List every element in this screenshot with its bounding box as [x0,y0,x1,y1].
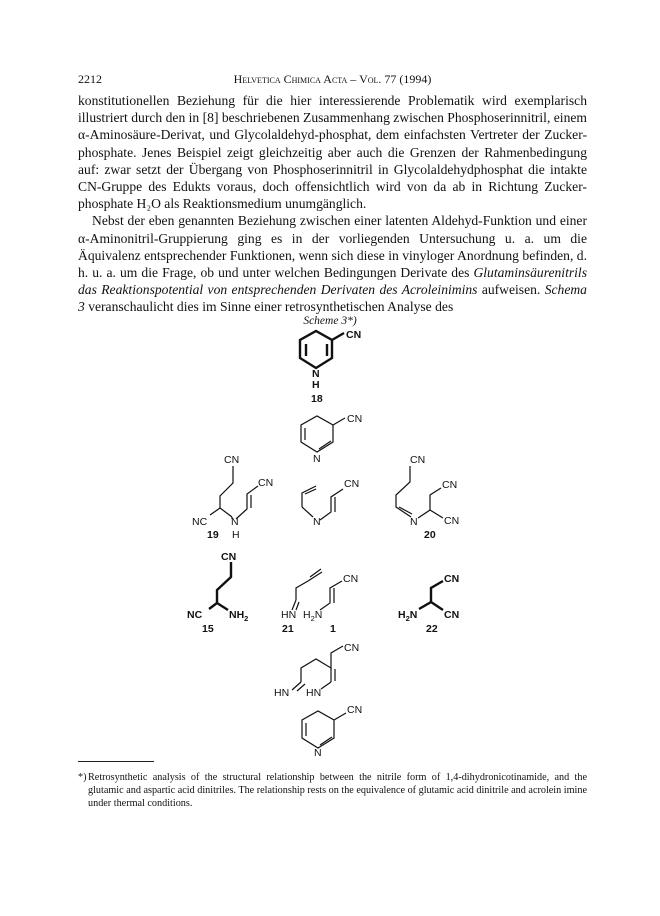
compound-number-19: 19 [207,529,219,541]
h-label: H [232,529,240,541]
footnote-text: Retrosynthetic analysis of the structural relationship between the nitrile form of 1,4-dihydronicotinamide, and the glutamic and aspartic acid dinitriles. The relationship rests on the equivalence of glutamic acid dinitrile and acrolein imine under thermal conditions. [88,772,587,809]
cn-label: CN [343,573,359,585]
n-label: N [231,516,239,528]
scheme-title: Scheme 3*) [303,315,357,327]
structure-dihydropyridine-2 [302,704,362,759]
cn-label: CN [346,329,362,341]
cn-label: CN [410,454,426,466]
structure-18 [300,329,361,405]
n-label: N [314,747,322,759]
h-label: H [312,379,320,391]
n-label: N [313,516,321,528]
hn-label: HN [306,687,322,699]
paragraph-2-text-a: Nebst der eben genannten Beziehung zwischen einer latenten Aldehyd-Funktion und einer α-Aminonitril-Gruppierung ging es in der vorliegenden Untersuchung u. a. um die Äquivalenz entsprechender Funktionen, wenn sich diese in vinyloger Anordnung befinden, d. h. u. a. um die Frage, ob und unter welchen Bedingungen Derivate des [78,213,587,281]
structure-open-chain-middle [302,478,359,528]
compound-number-20: 20 [424,529,436,541]
compound-number-1: 1 [330,623,336,635]
structure-15 [187,551,248,635]
cn-label: CN [347,413,363,425]
structure-bis-imine [274,642,359,699]
cn-label: CN [344,478,360,490]
cn-label: CN [224,454,240,466]
hn-label: HN [274,687,290,699]
n-label: N [312,368,320,380]
footnote [78,771,587,810]
scheme-reference: Schema 3 [78,282,587,315]
paragraph-2-text-b: aufweisen. [477,282,545,298]
compound-number-15: 15 [202,623,214,635]
structure-20 [396,454,459,541]
nc-label: NC [187,609,203,621]
footnote-mark: *) [78,772,87,783]
cn-label: CN [444,573,460,585]
paragraph-1: konstitutionellen Beziehung für die hier interessierende Problematik wird exemplarisch illustriert durch den in [8] beschriebenen Zusammenhang zwischen Phosphoserinnitril, einem α-Aminosäure-Derivat, und Glycolaldehyd-phosphat, dem einfachsten Vertreter der Zucker-phosphate. Jenes Beispiel zeigt gleichzeitig aber auch die Grenzen der Rahmenbedingung auf: zwar setzt der Übergang von Phosphoserinnitril in Glycolaldehydphosphat die intakte CN-Gruppe des Edukts voraus, doch offensichtlich wird von da ab in Richtung Zucker-phosphate H₂O als Reaktionsmedium unumgänglich. [78,93,587,212]
cn-label: CN [444,609,460,621]
hn-label: HN [281,609,297,621]
page-number: 2212 [78,72,102,86]
structure-22 [398,573,459,635]
cn-label: CN [221,551,237,563]
nc-label: NC [192,516,208,528]
h2n-label: $H_2N$ [303,609,323,623]
cn-label: CN [347,704,363,716]
compound-number-18: 18 [311,393,323,405]
structure-dihydropyridine-1 [301,413,362,465]
structure-19 [192,454,273,541]
journal-title: Helvetica Chimica Acta – Vol. 77 (1994) [233,72,432,86]
compound-number-22: 22 [426,623,438,635]
n-label: N [410,516,418,528]
paragraph-2-italic: Glutaminsäurenitrils das Reaktionspotential von entsprechenden Derivaten des Acroleinimins [78,265,587,298]
cn-label: CN [344,642,360,654]
nh2-label: $NH_2$ [229,609,249,623]
paragraph-2-text-c: veranschaulicht dies im Sinne einer retrosynthetischen Analyse des [84,299,454,315]
n-label: N [313,453,321,465]
cn-label: CN [442,479,458,491]
cn-label: CN [258,477,274,489]
compound-number-21: 21 [282,623,294,635]
h2n-label: $H_2N$ [398,609,418,623]
structure-21-and-1 [281,569,358,635]
footnote-rule [78,761,154,762]
cn-label: CN [444,515,460,527]
